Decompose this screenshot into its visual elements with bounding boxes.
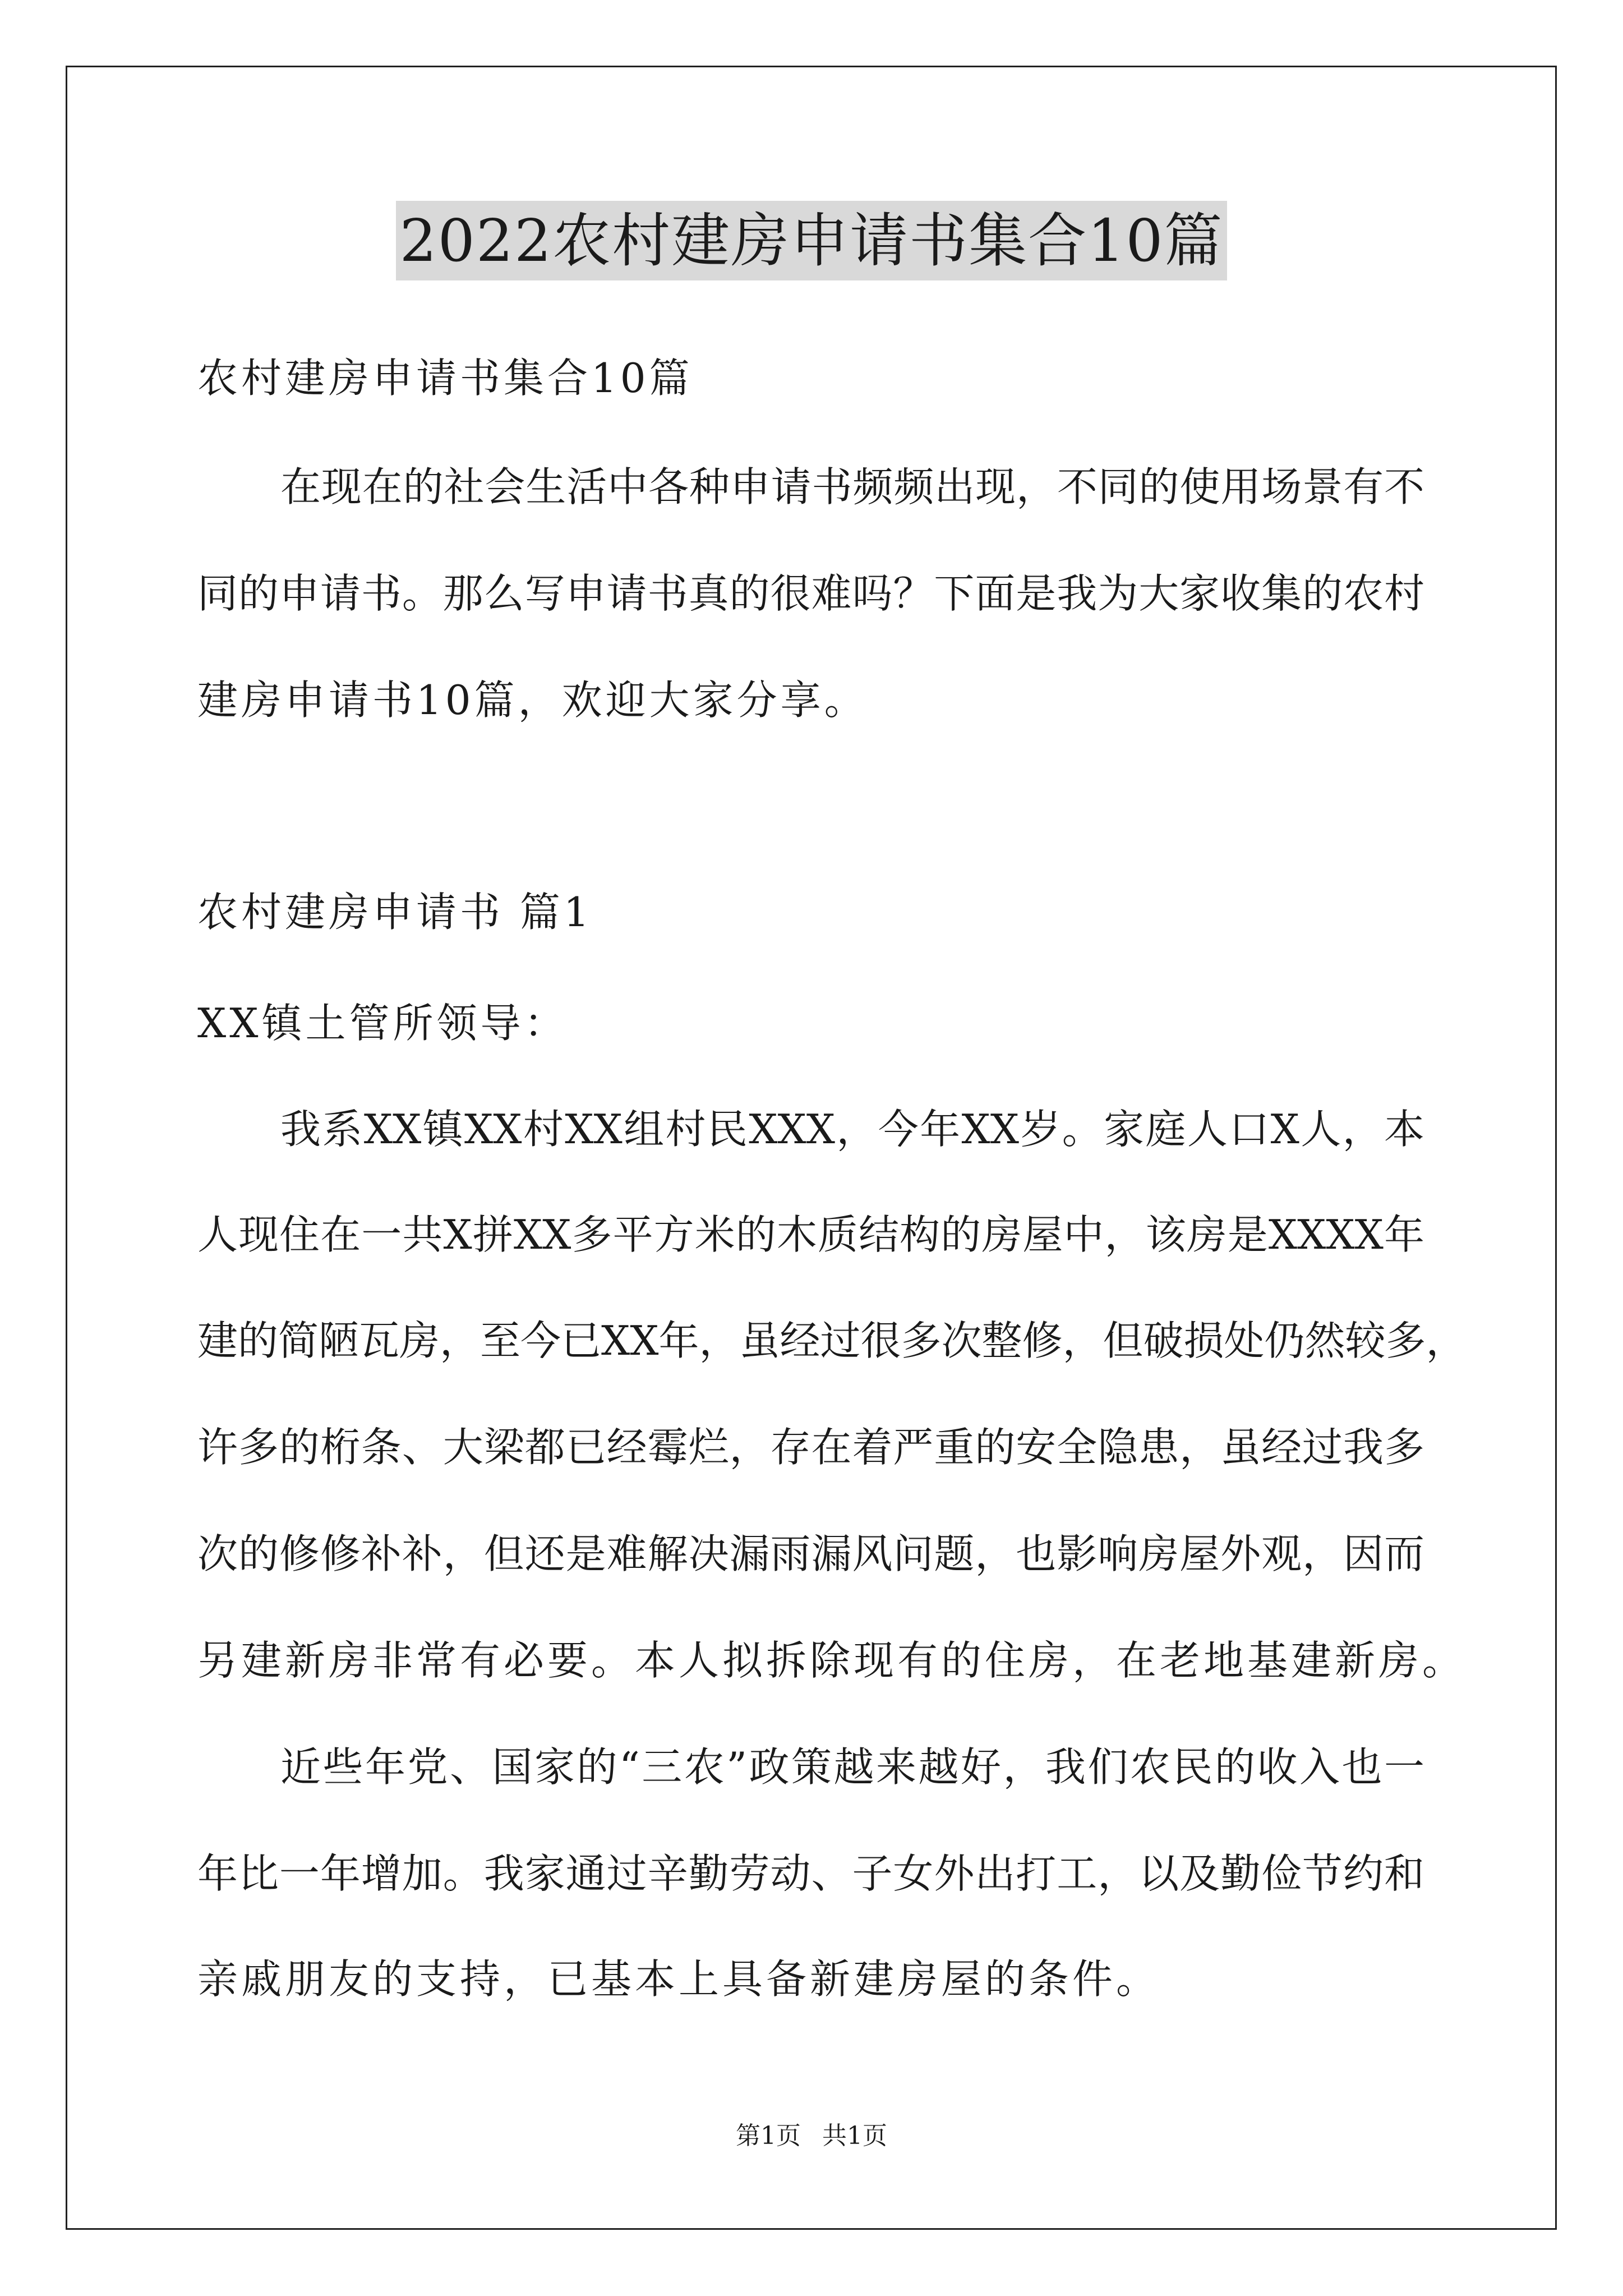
paragraph1-line-6: 另建新房非常有必要。本人拟拆除现有的住房，在老地基建新房。 xyxy=(197,1637,1467,1684)
paragraph1-line-2: 人现住在一共X拼XX多平方米的木质结构的房屋中，该房是XXXX年 xyxy=(197,1211,1424,1258)
page-footer xyxy=(0,2119,1623,2153)
salutation: XX镇土管所领导： xyxy=(197,1000,568,1047)
intro-line-3: 建房申请书10篇，欢迎大家分享。 xyxy=(197,677,868,724)
paragraph2-line-2: 年比一年增加。我家通过辛勤劳动、子女外出打工，以及勤俭节约和 xyxy=(197,1850,1424,1897)
paragraph1-line-5: 次的修修补补，但还是难解决漏雨漏风问题，也影响房屋外观，因而 xyxy=(197,1530,1424,1577)
intro-line-1: 在现在的社会生活中各种申请书频频出现，不同的使用场景有不 xyxy=(280,463,1424,510)
intro-line-2: 同的申请书。那么写申请书真的很难吗？下面是我为大家收集的农村 xyxy=(197,570,1424,617)
paragraph2-line-3: 亲戚朋友的支持，已基本上具备新建房屋的条件。 xyxy=(197,1955,1160,2003)
section-heading: 农村建房申请书 篇1 xyxy=(197,889,593,936)
page-number-total: 共1页 xyxy=(822,2122,887,2150)
document-subtitle: 农村建房申请书集合10篇 xyxy=(197,355,693,402)
paragraph1-line-4: 许多的桁条、大梁都已经霉烂，存在着严重的安全隐患，虽经过我多 xyxy=(197,1424,1424,1471)
document-title: 2022农村建房申请书集合10篇 xyxy=(396,201,1227,280)
paragraph2-line-1: 近些年党、国家的“三农”政策越来越好，我们农民的收入也一 xyxy=(280,1743,1424,1791)
page-number-current: 第1页 xyxy=(736,2122,801,2150)
paragraph1-line-1: 我系XX镇XX村XX组村民XXX，今年XX岁。家庭人口X人，本 xyxy=(280,1106,1424,1153)
title-container xyxy=(0,201,1623,280)
paragraph1-line-3: 建的简陋瓦房，至今已XX年，虽经过很多次整修，但破损处仍然较多， xyxy=(197,1317,1467,1364)
